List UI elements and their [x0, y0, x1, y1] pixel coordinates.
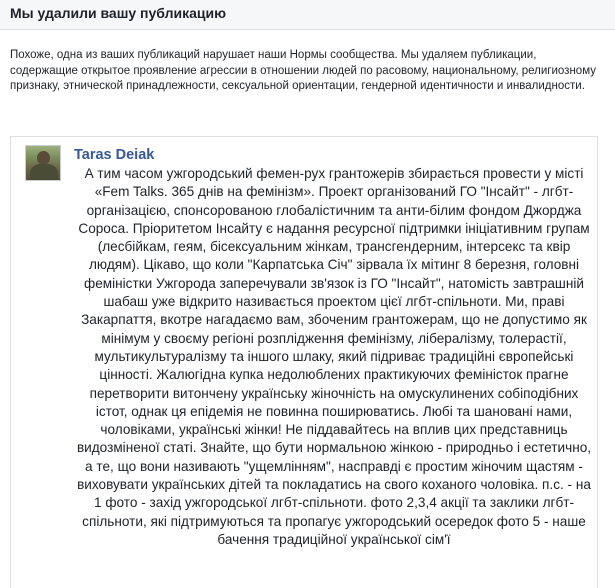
avatar-body-shape [30, 164, 58, 181]
dialog-header [0, 0, 615, 30]
community-standards-notice: Похоже, одна из ваших публикаций нарушает наши Нормы сообщества. Мы удаляем публикации, содержащие открытое проявление агрессии в отношении людей по расовому, национальному, религиозному признаку, этнической принадлежности, сексуальной ориентации, гендерной идентичности и инвалидности. [10, 49, 596, 92]
dialog-title: Мы удалили вашу публикацию [10, 5, 227, 21]
post-text: А тим часом ужгородський фемен-рух грантожерів збирається провести у місті «Fem Talks. 365 днів на фемінізм». Проект організований ГО "Інсайт" - лгбт-організацією, спонсорованою глобалістичним та анти-білим фондом Джорджа Сороса. Пріоритетом Інсайту є надання ресурсної підтримки ініціативним групам (лесбійкам, геям, бісексуальним жінкам, трансгендерним, інтерсекс та квір людям). Цікаво, що коли "Карпатська Січ" зірвала їх мітинг 8 березня, головні феміністки Ужгорода заперечували зв'язок із ГО "Інсайт", натомість завтрашній шабаш уже відкрито називається проектом цієї лгбт-спільноти. Ми, праві Закарпаття, вкотре нагадаємо вам, збоченим грантожерам, що не допустимо як мінімум у своєму регіоні розплідження фемінізму, лібералізму, толерастії, мультикультуралізму та іншого шлаку, який підриває традиційні європейські цінності. Жалюгідна купка недолюблених практикуючих феміністок прагне перетворити витончену українську жіночність на омускулинених собіподібних істот, однак ця епідемія не повинна поширюватись. Любі та шановані нами, чоловіками, українські жінки! Не піддавайтесь на вплив цих представниць видозміненої статі. Знайте, що бути нормальною жінкою - природньо і естетично, а те, що вони називають "ущемлінням", насправді є простим жіночим щастям - виховувати українських дітей та покладатись на свого коханого чоловіка. п.с. - на 1 фото - захід ужгородської лгбт-спільноти. фото 2,3,4 акції та заклики лгбт-спільноти, які підтримуються та пропагує ужгородський осередок фото 5 - наше бачення традиційної української сім'ї [76, 166, 592, 547]
avatar-head-shape [37, 151, 50, 165]
removed-post-card [10, 136, 598, 588]
post-author-link[interactable]: Taras Deiak [74, 147, 155, 163]
profile-photo-icon[interactable] [25, 145, 61, 181]
